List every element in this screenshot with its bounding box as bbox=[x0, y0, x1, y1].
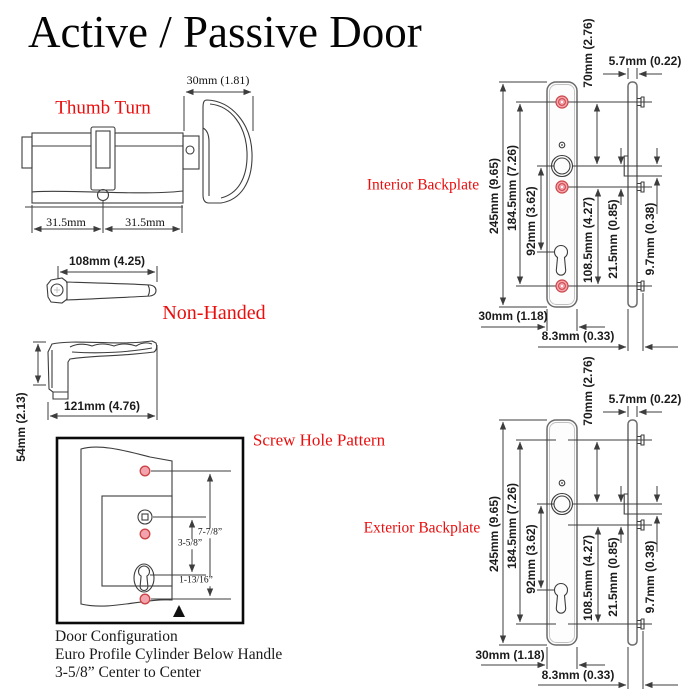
ext-dim-handle-to-mid-screw: 21.5mm (0.85) bbox=[606, 537, 620, 617]
note-line-3: 3-5/8” Center to Center bbox=[55, 664, 201, 681]
dim-lever-height: 54mm (2.13) bbox=[14, 392, 28, 462]
door-configuration-notes bbox=[55, 628, 282, 682]
int-dim-top-screw-to-handle: 70mm (2.76) bbox=[581, 18, 595, 88]
screw-pattern-label: Screw Hole Pattern bbox=[252, 430, 386, 450]
int-dim-handle-to-mid-screw: 21.5mm (0.85) bbox=[606, 199, 620, 279]
int-dim-height: 245mm (9.65) bbox=[487, 157, 501, 235]
ext-dim-top-screw-to-handle: 70mm (2.76) bbox=[581, 356, 595, 426]
lever-top-view-drawing bbox=[47, 266, 157, 303]
dim-lever-side-length: 121mm (4.76) bbox=[63, 399, 141, 413]
ext-dim-height: 245mm (9.65) bbox=[487, 495, 501, 573]
int-dim-handle-to-cylinder: 92mm (3.62) bbox=[524, 186, 538, 256]
dim-left-half: 31.5mm bbox=[46, 215, 86, 229]
int-dim-screw-span: 184.5mm (7.26) bbox=[505, 144, 519, 232]
int-dim-width: 30mm (1.18) bbox=[478, 309, 548, 323]
non-handed-label: Non-Handed bbox=[162, 302, 266, 324]
exterior-backplate-label: Exterior Backplate bbox=[363, 519, 481, 537]
dim-lever-top-length: 108mm (4.25) bbox=[68, 254, 146, 268]
ext-dim-handle-to-cylinder: 92mm (3.62) bbox=[524, 524, 538, 594]
int-dim-side-offset: 9.7mm (0.38) bbox=[643, 202, 657, 276]
ext-dim-handle-to-bottom-screw: 108.5mm (4.27) bbox=[581, 534, 595, 622]
int-dim-handle-to-bottom-screw: 108.5mm (4.27) bbox=[581, 196, 595, 284]
int-dim-thickness: 5.7mm (0.22) bbox=[608, 54, 682, 68]
dim-lower-span: 1-13/16” bbox=[179, 575, 213, 586]
thumb-turn-label: Thumb Turn bbox=[55, 97, 151, 119]
dim-right-half: 31.5mm bbox=[125, 215, 165, 229]
ext-dim-depth: 8.3mm (0.33) bbox=[541, 668, 615, 682]
note-line-1: Door Configuration bbox=[55, 628, 178, 645]
note-line-2: Euro Profile Cylinder Below Handle bbox=[55, 646, 283, 663]
ext-dim-width: 30mm (1.18) bbox=[475, 648, 545, 662]
dim-overall-span: 7-7/8” bbox=[197, 527, 223, 538]
dim-center-to-center: 3-5/8” bbox=[177, 538, 203, 549]
page-title: Active / Passive Door bbox=[28, 7, 422, 57]
int-dim-depth: 8.3mm (0.33) bbox=[541, 329, 615, 343]
dim-knob-width: 30mm (1.81) bbox=[186, 73, 250, 87]
ext-dim-side-offset: 9.7mm (0.38) bbox=[643, 540, 657, 614]
ext-dim-screw-span: 184.5mm (7.26) bbox=[505, 482, 519, 570]
interior-backplate-label: Interior Backplate bbox=[366, 176, 480, 194]
ext-dim-thickness: 5.7mm (0.22) bbox=[608, 392, 682, 406]
